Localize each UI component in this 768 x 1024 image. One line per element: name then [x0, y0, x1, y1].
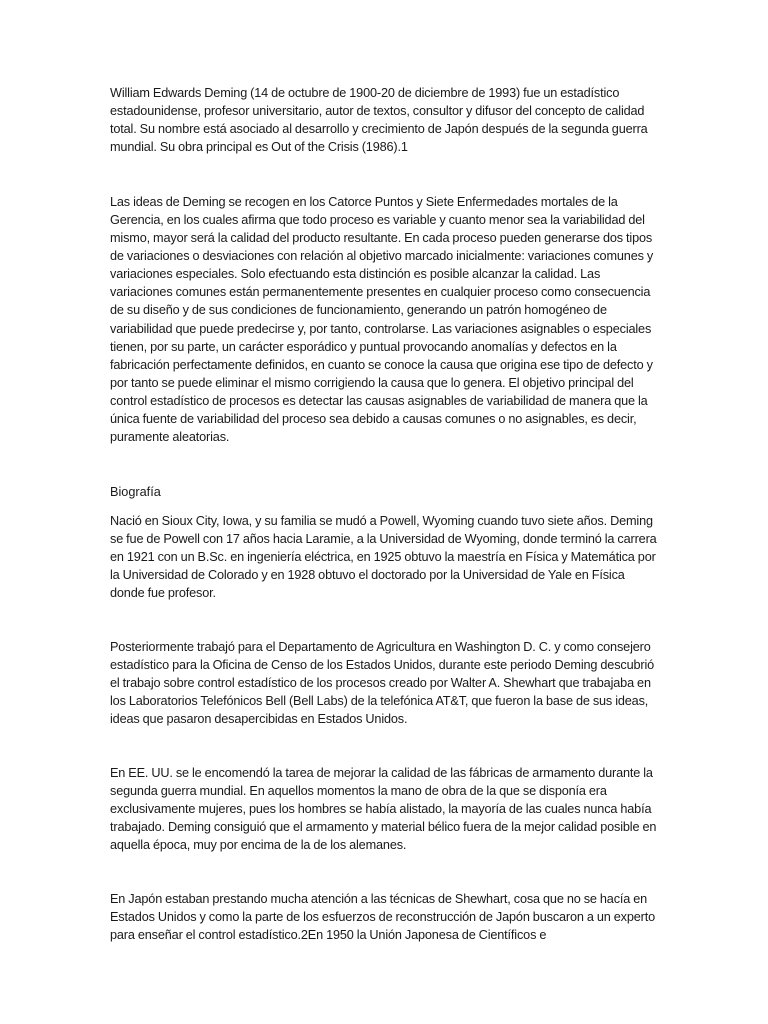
paragraph-posteriormente: Posteriormente trabajó para el Departamento de Agricultura en Washington D. C. y como consejero estadístico para la Oficina de Censo de los Estados Unidos, durante este periodo Deming descubrió el trabajo sobre control estadístico de los procesos creado por Walter A. Shewhart que trabajaba en los Laboratorios Telefónicos Bell (Bell Labs) de la telefónica AT&T, que fueron la base de sus ideas, ideas que pasaron desapercibidas en Estados Unidos. [110, 639, 655, 727]
section-heading-biografia: Biografía [110, 484, 161, 499]
paragraph-intro: William Edwards Deming (14 de octubre de 1900-20 de diciembre de 1993) fue un estadístico estadounidense, profesor universitario, autor de textos, consultor y difusor del concepto de calidad total. Su nombre está asociado al desarrollo y crecimiento de Japón después de la segunda guerra mundial. Su obra principal es Out of the Crisis (1986).1 [110, 86, 648, 155]
paragraph-biografia: Nació en Sioux City, Iowa, y su familia se mudó a Powell, Wyoming cuando tuvo siete años. Deming se fue de Powell con 17 años hacia Laramie, a la Universidad de Wyoming, donde terminó la carrera en 1921 con un B.Sc. en ingeniería eléctrica, en 1925 obtuvo la maestría en Física y Matemática por la Universidad de Colorado y en 1928 obtuvo el doctorado por la Universidad de Yale en Física donde fue profesor. [110, 513, 657, 601]
paragraph-japon: En Japón estaban prestando mucha atención a las técnicas de Shewhart, cosa que no se hacía en Estados Unidos y como la parte de los esfuerzos de reconstrucción de Japón buscaron a un experto para enseñar el control estadístico.2En 1950 la Unión Japonesa de Científicos e [110, 891, 656, 942]
document-page [110, 84, 662, 944]
paragraph-eeuu: En EE. UU. se le encomendó la tarea de mejorar la calidad de las fábricas de armamento durante la segunda guerra mundial. En aquellos momentos la mano de obra de la que se disponía era exclusivamente mujeres, pues los hombres se había alistado, la mayoría de las cuales nunca había trabajado. Deming consiguió que el armamento y material bélico fuera de la mejor calidad posible en aquella época, muy por encima de la de los alemanes. [110, 765, 657, 853]
paragraph-deming-ideas: Las ideas de Deming se recogen en los Catorce Puntos y Siete Enfermedades mortales de la Gerencia, en los cuales afirma que todo proceso es variable y cuanto menor sea la variabilidad del mismo, mayor será la calidad del producto resultante. En cada proceso pueden generarse dos tipos de variaciones o desviaciones con relación al objetivo marcado inicialmente: variaciones comunes y variaciones especiales. Solo efectuando esta distinción es posible alcanzar la calidad. Las variaciones comunes están permanentemente presentes en cualquier proceso como consecuencia de su diseño y de sus condiciones de funcionamiento, generando un patrón homogéneo de variabilidad que puede predecirse y, por tanto, controlarse. Las variaciones asignables o especiales tienen, por su parte, un carácter esporádico y puntual provocando anomalías y defectos en la fabricación perfectamente definidos, en cuanto se conoce la causa que origina ese tipo de defecto y por tanto se puede eliminar el mismo corrigiendo la causa que lo genera. El objetivo principal del control estadístico de procesos es detectar las causas asignables de variabilidad de manera que la única fuente de variabilidad del proceso sea debido a causas comunes o no asignables, es decir, puramente aleatorias. [110, 194, 654, 445]
